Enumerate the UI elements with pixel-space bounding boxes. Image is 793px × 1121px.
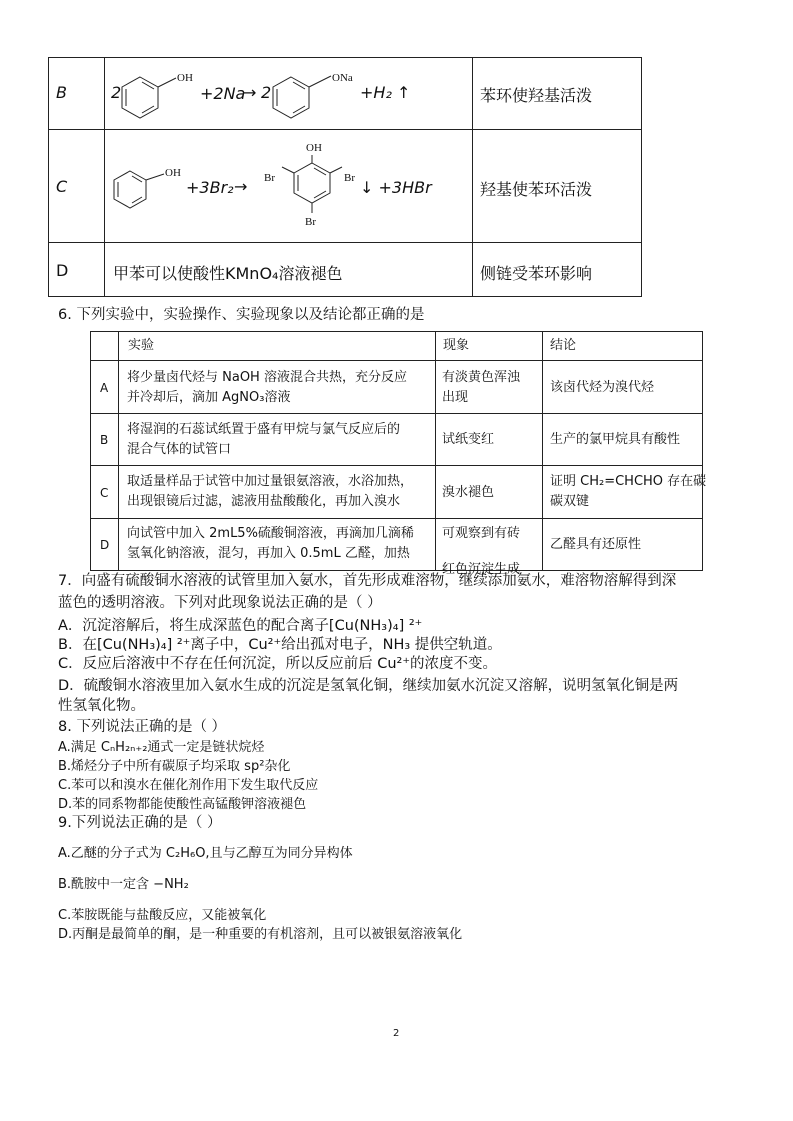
phenomenon-d-line1: 可观察到有砖 — [442, 526, 521, 541]
option-d: D.苯的同系物都能使酸性高锰酸钾溶液褪色 — [58, 797, 307, 812]
sodium-phenoxide-structure — [269, 66, 335, 122]
option-b: B．在[Cu(NH₃)₄] ²⁺离子中，Cu²⁺给出孤对电子，NH₃ 提供空轨道。 — [58, 637, 502, 653]
coefficient: 2 — [111, 83, 122, 102]
conclusion-a: 该卤代烃为溴代烃 — [550, 380, 655, 395]
tribromophenol-structure — [280, 155, 344, 219]
phenomenon-b: 试纸变红 — [442, 432, 495, 447]
page-number: 2 — [393, 1028, 400, 1039]
question-6-stem: 6. 下列实验中，实验操作、实验现象以及结论都正确的是 — [58, 307, 425, 323]
option-c: C.苯胺既能与盐酸反应，又能被氧化 — [58, 908, 267, 923]
option-a: A．沉淀溶解后，将生成深蓝色的配合离子[Cu(NH₃)₄] ²⁺ — [58, 618, 423, 634]
hydrogen-product: +H₂ ↑ — [360, 83, 411, 102]
option-b: B.烯烃分子中所有碳原子均采取 sp²杂化 — [58, 759, 291, 774]
phenol-structure — [110, 163, 166, 213]
option-d-line1: D．硫酸铜水溶液里加入氨水生成的沉淀是氢氧化铜，继续加氨水沉淀又溶解，说明氢氧化铜是两 — [58, 678, 679, 694]
question-7-stem-line2: 蓝色的透明溶液。下列对此现象说法正确的是（ ） — [58, 595, 382, 611]
row-label-d: D — [56, 261, 69, 280]
phenomenon-c: 溴水褪色 — [442, 485, 495, 500]
row-label-b: B — [56, 83, 67, 102]
operation-d-line1: 向试管中加入 2mL5%硫酸铜溶液，再滴加几滴稀 — [127, 526, 414, 541]
oh-group: OH — [177, 72, 193, 84]
operation-c-line2: 出现银镜后过滤，滤液用盐酸酸化，再加入溴水 — [127, 494, 401, 509]
question-9-stem: 9.下列说法正确的是（ ） — [58, 815, 222, 831]
conclusion-c: 羟基使苯环活泼 — [480, 180, 593, 199]
question-7-stem-line1: 7．向盛有硫酸铜水溶液的试管里加入氨水，首先形成难溶物，继续添加氨水，难溶物溶解得到深 — [58, 573, 677, 589]
row-label-c: C — [56, 177, 68, 196]
conclusion-b: 苯环使羟基活泼 — [480, 86, 593, 105]
phenomenon-a-line1: 有淡黄色浑浊 — [442, 370, 521, 385]
option-d-line2: 性氢氧化物。 — [58, 698, 145, 714]
phenomenon-a-line2: 出现 — [442, 390, 469, 405]
bromine-substituent: Br — [305, 216, 316, 228]
option-d: D.丙酮是最简单的酮，是一种重要的有机溶剂，且可以被银氨溶液氧化 — [58, 927, 463, 942]
option-c: C.苯可以和溴水在催化剂作用下发生取代反应 — [58, 778, 319, 793]
option-b: B.酰胺中一定含 −NH₂ — [58, 877, 189, 892]
oh-group: OH — [306, 142, 322, 154]
bromine-substituent: Br — [264, 172, 275, 184]
option-a: A.乙醚的分子式为 C₂H₆O,且与乙醇互为同分异构体 — [58, 846, 353, 861]
oh-group: OH — [165, 167, 181, 179]
reagent-na: +2Na — [200, 84, 246, 103]
question-8-stem: 8. 下列说法正确的是（ ） — [58, 719, 227, 735]
coefficient: 2 — [261, 83, 272, 102]
row-label-d: D — [100, 538, 110, 552]
reaction-arrow: → — [243, 83, 257, 102]
description-d: 甲苯可以使酸性KMnO₄溶液褪色 — [113, 264, 343, 283]
header-conclusion: 结论 — [550, 338, 577, 353]
header-phenomenon: 现象 — [443, 338, 470, 353]
row-label-a: A — [100, 381, 109, 395]
reaction-arrow: → — [234, 177, 248, 196]
conclusion-b: 生产的氯甲烷具有酸性 — [550, 432, 681, 447]
operation-d-line2: 氢氧化钠溶液，混匀，再加入 0.5mL 乙醛，加热 — [127, 546, 410, 561]
operation-c-line1: 取适量样品于试管中加过量银氨溶液，水浴加热， — [127, 474, 414, 489]
operation-b-line2: 混合气体的试管口 — [127, 442, 232, 457]
ona-group: ONa — [332, 72, 353, 84]
operation-a-line2: 并冷却后，滴加 AgNO₃溶液 — [127, 390, 291, 405]
row-label-c: C — [100, 486, 109, 500]
phenomenon-d-line2: 红色沉淀生成 — [442, 562, 521, 577]
option-a: A.满足 CₙH₂ₙ₊₂通式一定是链状烷烃 — [58, 740, 265, 755]
conclusion-d: 侧链受苯环影响 — [480, 264, 593, 283]
option-c: C．反应后溶液中不存在任何沉淀，所以反应前后 Cu²⁺的浓度不变。 — [58, 656, 498, 672]
row-label-b: B — [100, 433, 109, 447]
products-hbr: ↓ +3HBr — [360, 178, 432, 197]
header-experiment: 实验 — [128, 338, 155, 353]
bromine-substituent: Br — [344, 172, 355, 184]
operation-b-line1: 将湿润的石蕊试纸置于盛有甲烷与氯气反应后的 — [127, 422, 401, 437]
operation-a-line1: 将少量卤代烃与 NaOH 溶液混合共热，充分反应 — [127, 370, 407, 385]
conclusion-c-line1: 证明 CH₂=CHCHO 存在碳 — [550, 474, 707, 489]
conclusion-c-line2: 碳双键 — [550, 494, 590, 509]
phenol-structure — [118, 66, 178, 122]
conclusion-d: 乙醛具有还原性 — [550, 537, 642, 552]
reagent-bromine: +3Br₂ — [186, 178, 234, 197]
